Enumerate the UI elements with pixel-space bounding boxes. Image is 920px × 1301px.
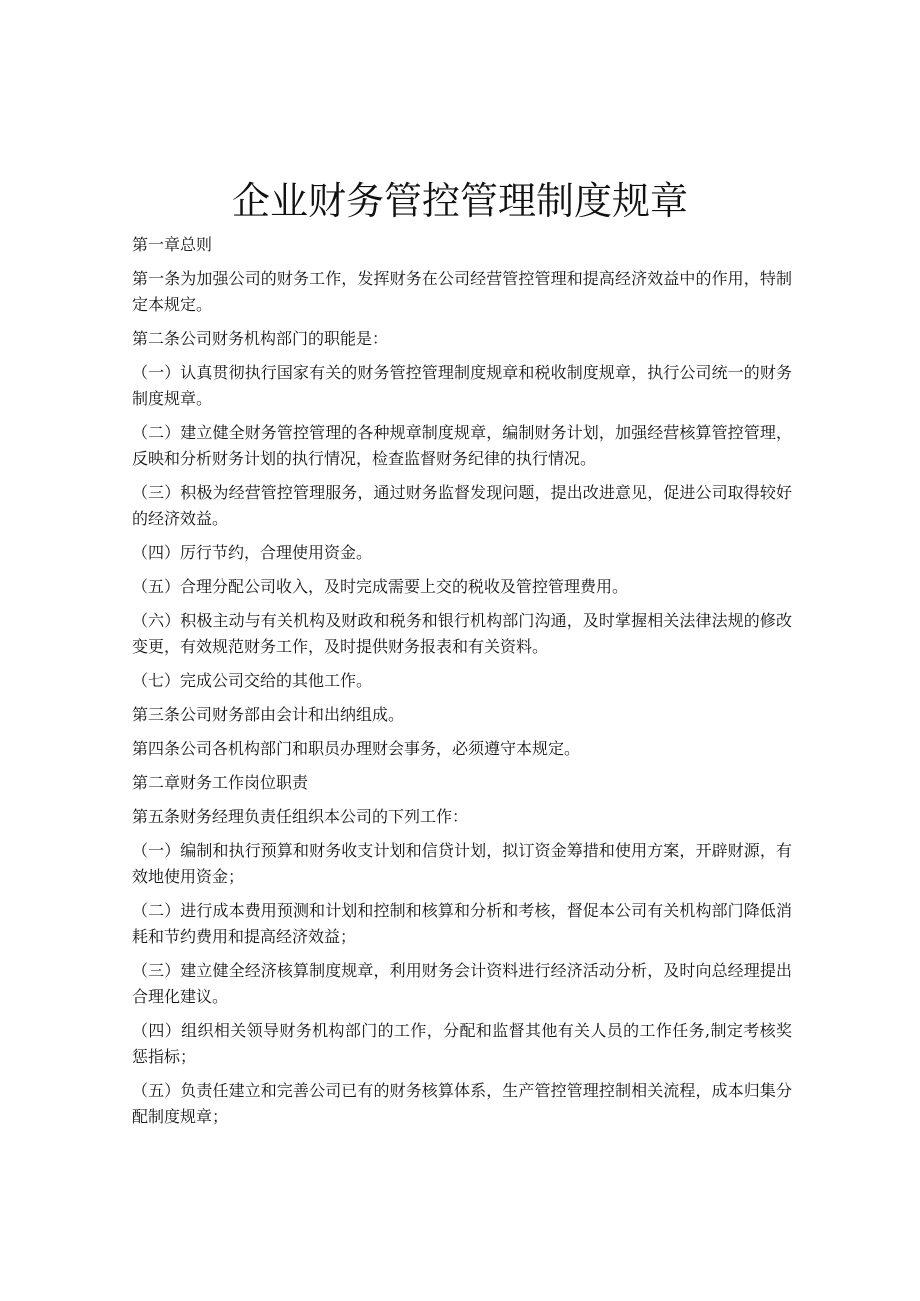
list-item: （四）组织相关领导财务机构部门的工作，分配和监督其他有关人员的工作任务,制定考核奖惩指标； xyxy=(132,1021,792,1066)
list-item: （五）负责任建立和完善公司已有的财务核算体系，生产管控管理控制相关流程，成本归集分配制度规章； xyxy=(132,1081,792,1126)
article-paragraph: 第五条财务经理负责任组织本公司的下列工作： xyxy=(132,807,469,826)
list-item: （五）合理分配公司收入，及时完成需要上交的税收及管控管理费用。 xyxy=(132,577,629,596)
article-paragraph: 第二条公司财务机构部门的职能是： xyxy=(132,329,389,348)
document-title: 企业财务管控管理制度规章 xyxy=(231,179,688,223)
article-paragraph: 第一条为加强公司的财务工作，发挥财务在公司经营管控管理和提高经济效益中的作用，特制定本规定。 xyxy=(132,269,792,314)
list-item: （一）编制和执行预算和财务收支计划和信贷计划，拟订资金筹措和使用方案，开辟财源，有效地使用资金； xyxy=(132,841,792,886)
article-paragraph: 第四条公司各机构部门和职员办理财会事务，必须遵守本规定。 xyxy=(132,739,581,758)
list-item: （三）建立健全经济核算制度规章，利用财务会计资料进行经济活动分析，及时向总经理提出合理化建议。 xyxy=(132,961,792,1006)
list-item: （六）积极主动与有关机构及财政和税务和银行机构部门沟通，及时掌握相关法律法规的修改变更，有效规范财务工作，及时提供财务报表和有关资料。 xyxy=(132,611,792,656)
list-item: （二）进行成本费用预测和计划和控制和核算和分析和考核，督促本公司有关机构部门降低消耗和节约费用和提高经济效益； xyxy=(132,901,792,946)
list-item: （七）完成公司交给的其他工作。 xyxy=(132,671,373,690)
list-item: （三）积极为经营管控管理服务，通过财务监督发现问题，提出改进意见，促进公司取得较好的经济效益。 xyxy=(132,483,792,528)
article-paragraph: 第三条公司财务部由会计和出纳组成。 xyxy=(132,705,405,724)
document-body xyxy=(132,232,792,1138)
list-item: （二）建立健全财务管控管理的各种规章制度规章，编制财务计划，加强经营核算管控管理，反映和分析财务计划的执行情况，检查监督财务纪律的执行情况。 xyxy=(132,423,792,468)
list-item: （一）认真贯彻执行国家有关的财务管控管理制度规章和税收制度规章，执行公司统一的财务制度规章。 xyxy=(132,363,792,408)
chapter-heading: 第二章财务工作岗位职责 xyxy=(132,773,309,792)
chapter-heading: 第一章总则 xyxy=(132,235,213,254)
list-item: （四）厉行节约，合理使用资金。 xyxy=(132,543,373,562)
